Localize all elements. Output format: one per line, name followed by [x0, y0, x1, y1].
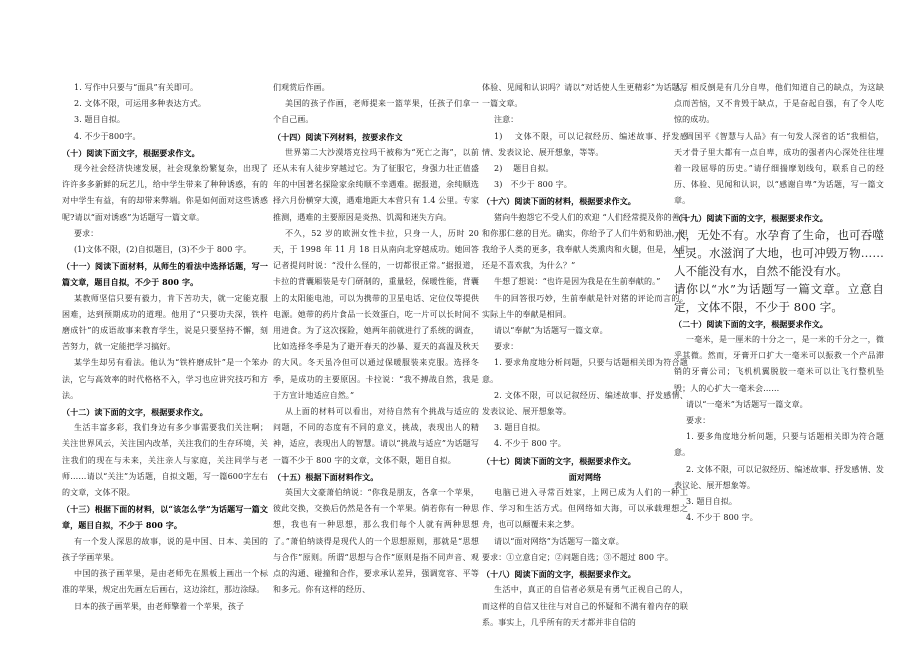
paragraph: 某教师坚信只要有毅力，肯下苦功夫，就一定能克服困难，达到预期成功的道理。他用了“只要功夫深，铁杵磨成针”的成语故事来教育学生，说是只要坚持不懈，刻苦努力，就一定能把学习搞好。 — [62, 293, 268, 352]
section-heading: （十三）根据下面的材料，以“该怎么学”为话题写一篇文章，题目自拟，不少于 800 字。 — [62, 504, 268, 531]
paragraph: 人，相反倒是有几分自卑，他们知道自己的缺点，为这缺点而苦恼，又不肯毁于缺点，于是奋起自强，有了令人吃惊的成功。 — [674, 83, 884, 125]
paragraph: 请你以“水”为话题写一篇文章。立意自定，文体不限，不少于 800 字。 — [674, 281, 884, 314]
paragraph: 要求： — [686, 416, 711, 426]
section-heading: （十）阅读下面文字，根据要求作文。 — [62, 147, 200, 158]
paragraph: 水，无处不有。水孕育了生命，也可吞噬生灵。水滋润了大地，也可冲毁万物……人不能没有水，自然不能没有水。 — [674, 227, 884, 278]
section-heading: （十六）阅读下面的材料，根据要求作文。 — [482, 196, 636, 207]
paragraph: 请以“一毫米”为话题写一篇文章。 — [686, 399, 808, 409]
paragraph: 牛想了想说：“也许是因为我是在生前奉献的。” — [494, 277, 661, 287]
paragraph: 要求： — [74, 228, 99, 238]
section-heading: （十八）阅读下面的文字，根据要求作文。 — [482, 569, 636, 580]
paragraph: 3. 题目自拟。 — [686, 497, 737, 507]
paragraph: 2. 文体不限，可以记叙经历、编述故事、抒发感情、发表议论、展开想象等。 — [674, 464, 884, 490]
text-column-1 — [62, 80, 268, 615]
section-heading: （十四）阅读下列材料，按要求作文 — [273, 131, 403, 142]
paragraph: 生活中，真正的自信者必须是有勇气正视自己的人，而这样的自信又往往与对自己的怀疑和不满有着内存的联系。事实上，几乎所有的天才都并非自信的 — [482, 585, 688, 627]
section-heading: （二十）阅读下面的文字，根据要求作文。 — [674, 318, 828, 329]
paragraph: 体验、见闻和认识吗？请以“对话使人生更精彩”为话题写一篇文章。 — [482, 83, 688, 109]
paragraph: 日本的孩子画苹果，由老师擎着一个苹果，孩子 — [74, 601, 245, 611]
paragraph: 从上面的材料可以看出，对待自然有个挑战与适应的问题，不同的态度有不同的意义，挑战，表现出人的精神，适应，表现出人的智慧。请以“挑战与适应”为话题写一篇不少于 800 字的文章，文体不限，题目自拟。 — [273, 407, 479, 465]
paragraph: 4. 不少于800字。 — [74, 131, 141, 141]
paragraph: 一毫米，是一厘米的十分之一，是一米的千分之一，微乎其微。然而，牙膏开口扩大一毫米可以振救一个产品滞销的牙膏公司；飞机机翼脱胶一毫米可以让飞行整机坠毁；人的心扩大一毫米会…… — [674, 335, 884, 393]
text-column-2 — [273, 80, 479, 599]
paragraph: 注意： — [494, 115, 519, 125]
paragraph: 1. 写作中只要与“面具”有关即可。 — [74, 83, 199, 92]
section-heading: （十一）阅读下面材料，从师生的看法中选择话题，写一篇文章，题目自拟，不少于 800 字。 — [62, 261, 268, 288]
paragraph: (1)文体不限，(2)自拟题目，(3)不少于 800 字。 — [74, 245, 252, 255]
paragraph: 要求：①立意自定；②问题自选；③不超过 800 字。 — [482, 552, 673, 562]
paragraph: 请以“奉献”为话题写一篇文章。 — [494, 326, 608, 336]
paragraph: 电脑已进入寻常百姓家，上网已成为人们的一种工作、学习和生活方式。但网络如大海，可以承载理想之舟，也可以颠覆未来之梦。 — [482, 488, 688, 530]
paragraph: 1. 要多角度地分析问题，只要与话题相关即为符合题意。 — [674, 432, 884, 458]
paragraph: 1. 要求角度地分析问题，只要与话题相关即为符合题意。 — [482, 358, 688, 384]
paragraph: 现今社会经济快速发展，社会现象纷繁复杂，出现了许许多多新鲜的玩艺儿，给中学生带来了种种诱惑，有的对中学生有益，有的却带来弊端。你是如何面对这些诱惑呢?请以“面对诱惑”为话题写一篇文章。 — [62, 164, 268, 222]
paragraph: 3) 不少于 800 字。 — [494, 180, 572, 190]
paragraph: 3. 题目自拟。 — [74, 115, 125, 125]
paragraph: 要求： — [494, 342, 519, 352]
section-heading: （十七）阅读下面的文字，根据要求作文。 — [482, 455, 636, 466]
text-column-3 — [482, 80, 688, 631]
paragraph: 世界第二大沙漠塔克拉玛干被称为“死亡之海”，以前还从未有人徒步穿越过它。为了征服它，身强力壮正值盛年的中国著名探险家余纯顺不幸遇难。据报道，余纯顺选择六月份横穿大漠，遇难地距大本营只有 1.4 公里。专家推测，遇难的主要原因是炎热、饥渴和迷失方向。 — [273, 147, 479, 222]
section-heading: （十五）根据下面材料作文。 — [273, 471, 379, 482]
paragraph: 猪向牛抱怨它不受人们的欢迎 “人们经常提及你的善良和你那仁慈的目光。确实，你给予了人们牛奶和奶油，但我给予人类的更多，我奉献人类熏肉和火腿，但是，人们还是不喜欢我，为什么？” — [482, 212, 688, 271]
paragraph: 3. 题目自拟。 — [494, 423, 545, 433]
paragraph: 请以“面对网络”为话题写一篇文章。 — [494, 536, 624, 546]
paragraph: 某学生却另有看法。他认为“铁杵磨成针”是一个笨办法，它与高效率的时代格格不入，学习也应讲究技巧和方法。 — [62, 358, 268, 400]
paragraph: 4. 不少于 800 字。 — [494, 439, 566, 449]
paragraph: 生活丰富多彩，我们身边有多少事需要我们关注啊；关注世界风云，关注国内改革，关注我们的生存环境，关注我们的现在与未来，关注亲人与家庭，关注同学与老师……请以“关注”为话题，自拟文题，写一篇600字左右的文章，文体不限。 — [62, 423, 268, 498]
paragraph: 牛的回答很巧妙，生前奉献是针对猪的评论而言的。实际上牛的奉献是相同。 — [482, 293, 688, 319]
section-heading: （十二）读下面的文字，根据要求作文。 — [62, 407, 208, 418]
paragraph: 2) 题目自拟。 — [494, 164, 554, 174]
section-heading: （十九）阅读下面的文字，根据要求作文。 — [674, 212, 828, 223]
paragraph: 中国的孩子画苹果，是由老师先在黑板上画出一个标准的苹果，规定出先画左后画右，这边涂红，那边涂绿。 — [62, 569, 268, 595]
section-heading: 面对网络 — [568, 471, 602, 482]
paragraph: 2. 文体不限，可以记叙经历、编述故事、抒发感情、发表议论、展开想象等。 — [482, 390, 688, 417]
paragraph: 4. 不少于 800 字。 — [686, 513, 758, 523]
text-column-4 — [674, 80, 884, 526]
paragraph: 1) 文体不限，可以记叙经历、编述故事、抒发感情、发表议论、展开想象，等等。 — [482, 131, 688, 157]
paragraph: 不久，52 岁的欧洲女性卡拉，只身一人，历时 20 天，于 1998 年 11 月 18 日从南向北穿越成功。她回答记者提问时说：“没什么怪的，一切都很正常。”据报道，卡拉的背囊厢装是专门研制的，重量轻，保暖性能，背囊上的太阳能电池，可以为携带的卫星电话、定位仪等提供电源。她带的药片食品一长效蛋白，吃一片可以长时间不用进食。为了这次探险，她两年前就进行了系统的调查，比如选择冬季是为了避开春天的沙暴、夏天的高温及秋天的大风。冬天虽冷但可以通过保暖服装来克服。选择冬季，是成功的主要原因。卡拉说：“我不搏战自然，我是于方宣计地适应自然。” — [273, 228, 479, 400]
paragraph: 2. 文体不限，可运用多种表达方式。 — [74, 99, 206, 109]
paragraph: 有一个发人深思的故事，说的是中国、日本、美国的孩子学画苹果。 — [62, 536, 268, 562]
paragraph: 美国的孩子作画，老师提来一篮苹果，任孩子们拿一个自己画。 — [273, 99, 479, 125]
paragraph: 英国大文豪萧伯纳说：“你我是朋友，各拿一个苹果，彼此交换，交换后仍然是各有一个苹果。倘若你有一种思想，我也有一种思想，那么我们每个人就有两种思想了。”萧伯纳谈得是现代人的一个思想原则，那就是“思想与合作”原则。所谓“思想与合作”原则是指不同声音、观点的沟通、碰撞和合作，要求承认差异，强调宽容、平等和多元。你有这样的经历、 — [273, 488, 479, 595]
paragraph: 周国平《智慧与人品》有一句发人深省的话“我相信，天才骨子里大都有一点自卑，成功的强者内心深处往往埋着一段屈辱的历史。”请仔细揣摩划线句，联系自己的经历、体验、见闻和认识，以“感谢自卑”为话题，写一篇文章。 — [674, 131, 884, 206]
paragraph: 们观赏后作画。 — [273, 83, 330, 92]
